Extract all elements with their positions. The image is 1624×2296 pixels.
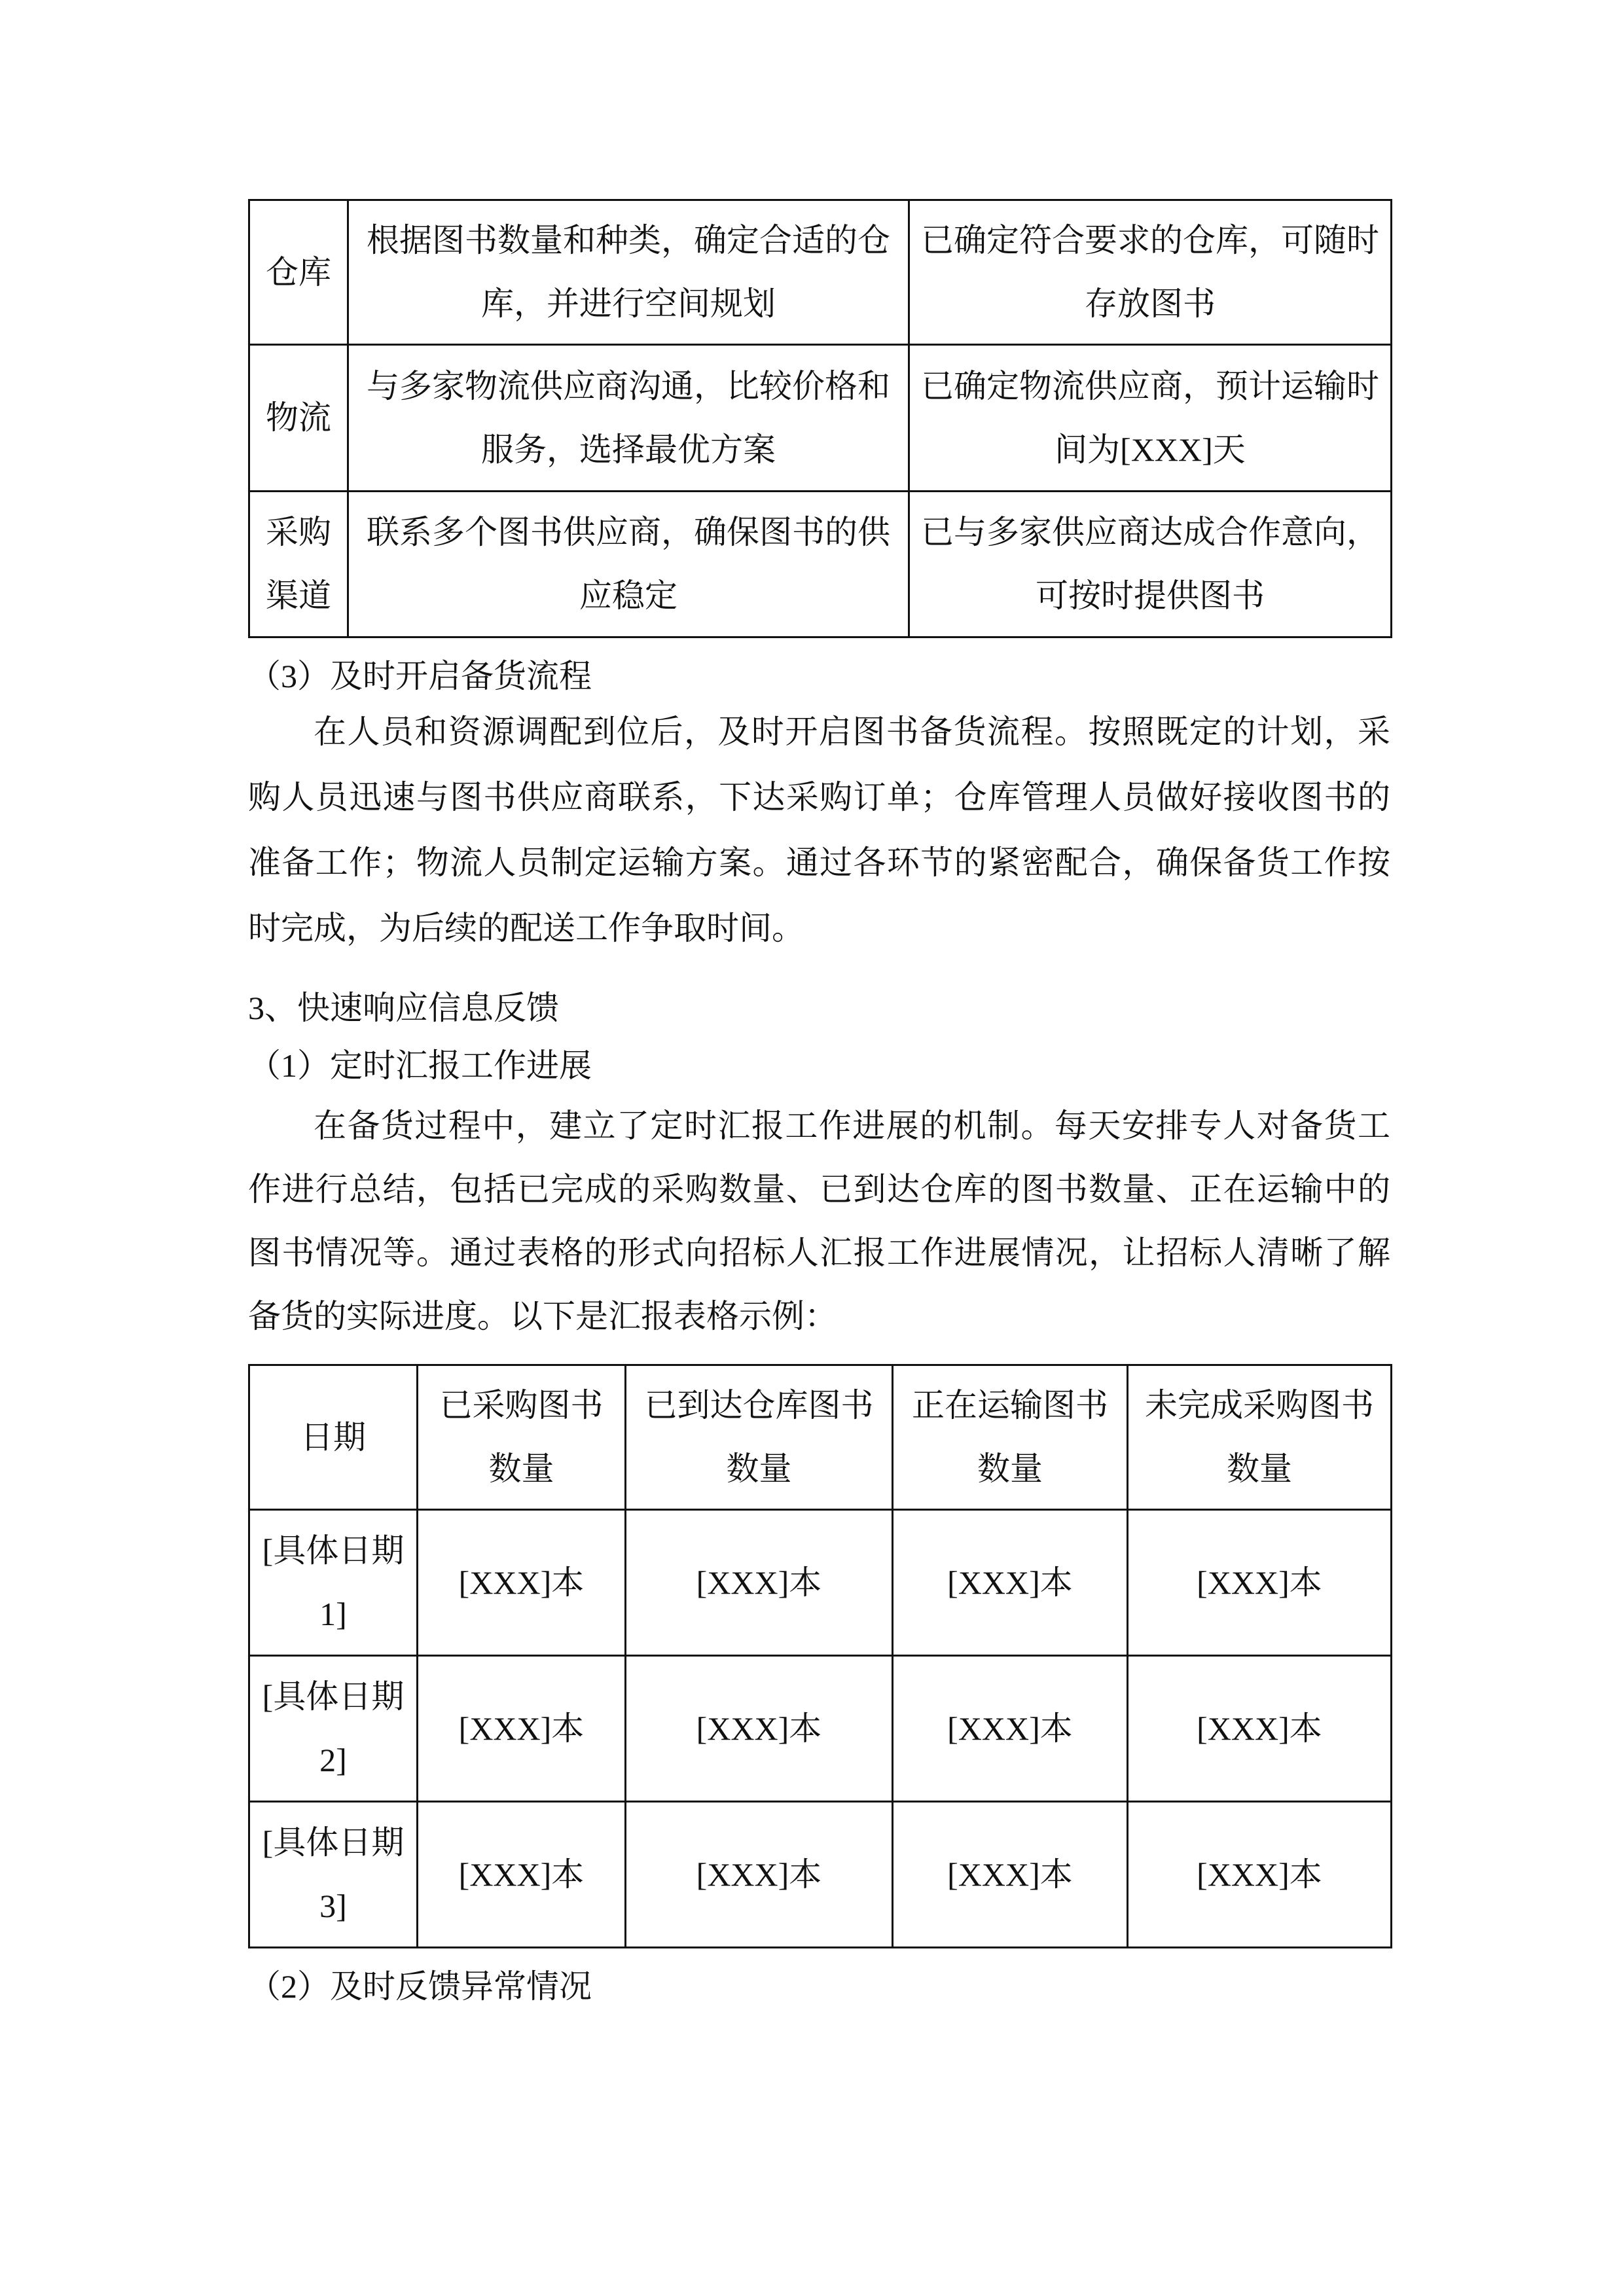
paragraph-3-1: 在备货过程中，建立了定时汇报工作进展的机制。每天安排专人对备货工作进行总结，包括已完成的采购数量、已到达仓库的图书数量、正在运输中的图书情况等。通过表格的形式向招标人汇报工作进展情况，让招标人清晰了解备货的实际进度。以下是汇报表格示例：	[248, 1107, 1390, 1335]
table-row	[249, 1802, 1392, 1948]
item-cell: 仓库	[249, 200, 348, 345]
paragraph-3-3: 在人员和资源调配到位后，及时开启图书备货流程。按照既定的计划，采购人员迅速与图书供应商联系，下达采购订单；仓库管理人员做好接收图书的准备工作；物流人员制定运输方案。通过各环节的紧密配合，确保备货工作按时完成，为后续的配送工作争取时间。	[248, 713, 1390, 946]
heading-3-1: （1）定时汇报工作进展	[248, 1047, 592, 1084]
value-cell: [XXX]本	[893, 1802, 1128, 1948]
header-cell: 已采购图书数量	[418, 1365, 626, 1510]
measure-cell: 联系多个图书供应商，确保图书的供应稳定	[348, 492, 909, 637]
value-cell: [XXX]本	[1128, 1656, 1392, 1802]
value-cell: [XXX]本	[893, 1510, 1128, 1656]
resource-table	[248, 199, 1392, 638]
table-row	[249, 345, 1392, 492]
status-cell: 已确定物流供应商，预计运输时间为[XXX]天	[909, 345, 1392, 492]
table-header-row	[249, 1365, 1392, 1510]
table-row	[249, 200, 1392, 345]
measure-cell: 根据图书数量和种类，确定合适的仓库，并进行空间规划	[348, 200, 909, 345]
header-cell: 日期	[249, 1365, 418, 1510]
measure-cell: 与多家物流供应商沟通，比较价格和服务，选择最优方案	[348, 345, 909, 492]
table-row	[249, 1656, 1392, 1802]
status-cell: 已确定符合要求的仓库，可随时存放图书	[909, 200, 1392, 345]
item-cell: 物流	[249, 345, 348, 492]
value-cell: [XXX]本	[418, 1656, 626, 1802]
value-cell: [XXX]本	[626, 1510, 893, 1656]
date-cell: [具体日期1]	[249, 1510, 418, 1656]
value-cell: [XXX]本	[1128, 1802, 1392, 1948]
value-cell: [XXX]本	[418, 1802, 626, 1948]
heading-3: 3、快速响应信息反馈	[248, 990, 559, 1026]
table-row	[249, 492, 1392, 637]
header-cell: 未完成采购图书数量	[1128, 1365, 1392, 1510]
status-cell: 已与多家供应商达成合作意向，可按时提供图书	[909, 492, 1392, 637]
header-cell: 已到达仓库图书数量	[626, 1365, 893, 1510]
value-cell: [XXX]本	[1128, 1510, 1392, 1656]
value-cell: [XXX]本	[418, 1510, 626, 1656]
table-row	[249, 1510, 1392, 1656]
value-cell: [XXX]本	[893, 1656, 1128, 1802]
heading-3-2: （2）及时反馈异常情况	[248, 1968, 592, 2005]
date-cell: [具体日期3]	[249, 1802, 418, 1948]
item-cell: 采购渠道	[249, 492, 348, 637]
heading-3-3: （3）及时开启备货流程	[248, 658, 592, 694]
header-cell: 正在运输图书数量	[893, 1365, 1128, 1510]
value-cell: [XXX]本	[626, 1656, 893, 1802]
progress-report-table	[248, 1364, 1392, 1948]
value-cell: [XXX]本	[626, 1802, 893, 1948]
date-cell: [具体日期2]	[249, 1656, 418, 1802]
